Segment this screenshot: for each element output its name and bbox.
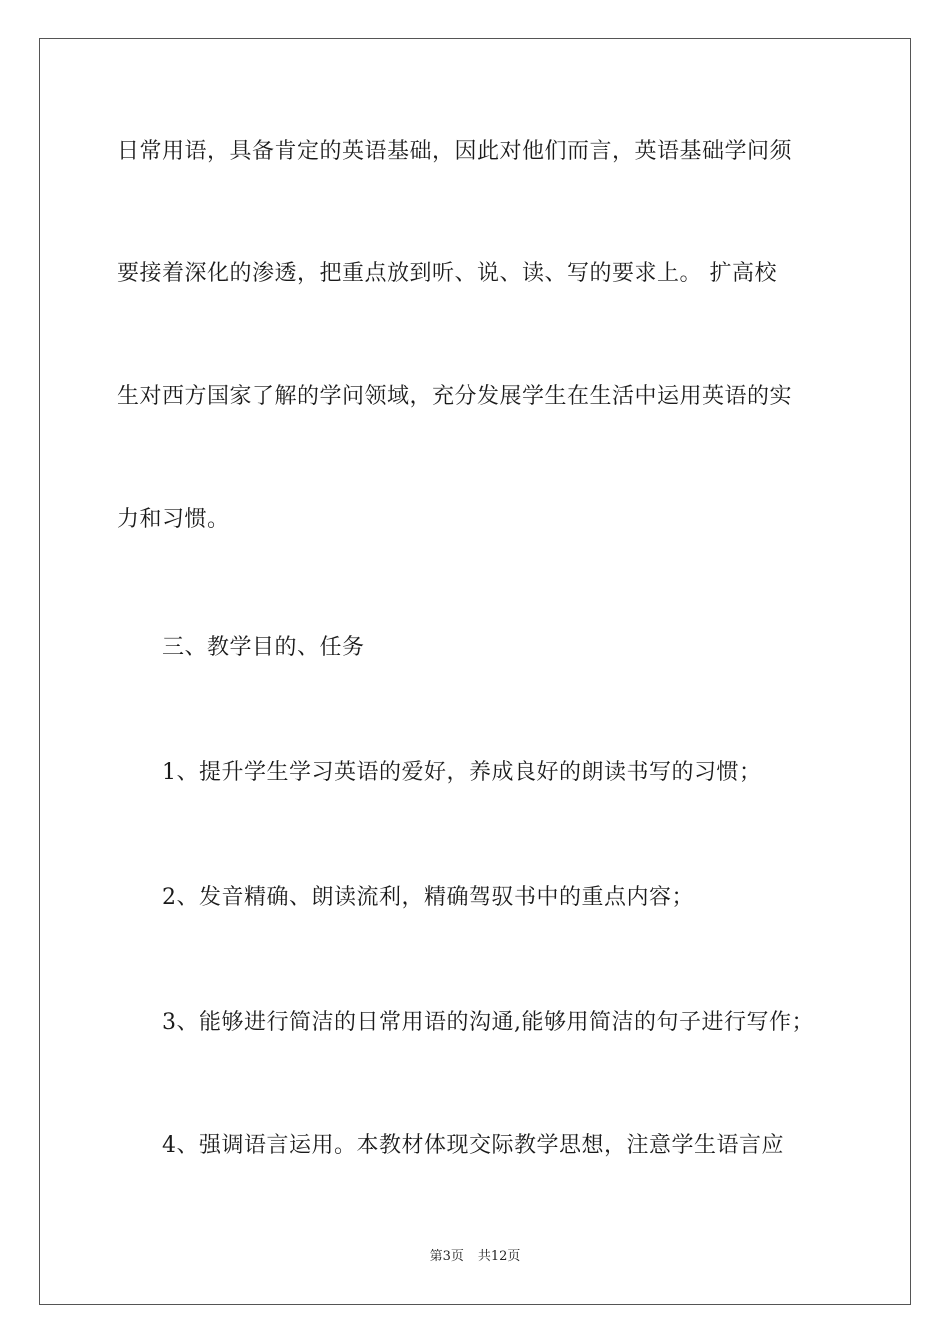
list-item-1: 1、提升学生学习英语的爱好，养成良好的朗读书写的习惯； [162,760,762,785]
list-item-4: 4、强调语言运用。本教材体现交际教学思想，注意学生语言应 [162,1133,784,1158]
paragraph-line-4: 力和习惯。 [117,507,230,532]
page-total: 共12页 [477,1249,521,1264]
list-item-2: 2、发音精确、朗读流利，精确驾驭书中的重点内容； [162,885,694,910]
list-item-3: 3、能够进行简洁的日常用语的沟通,能够用简洁的句子进行写作； [162,1010,814,1035]
paragraph-line-3: 生对西方国家了解的学问领域，充分发展学生在生活中运用英语的实 [117,384,793,409]
page-border [39,38,911,1305]
page-footer [0,1248,950,1266]
paragraph-line-2: 要接着深化的渗透，把重点放到听、说、读、写的要求上。 扩高校 [117,261,777,286]
paragraph-line-1: 日常用语，具备肯定的英语基础，因此对他们而言，英语基础学问须 [117,139,793,164]
section-heading: 三、教学目的、任务 [162,635,365,660]
page-number: 第3页 [429,1249,464,1264]
